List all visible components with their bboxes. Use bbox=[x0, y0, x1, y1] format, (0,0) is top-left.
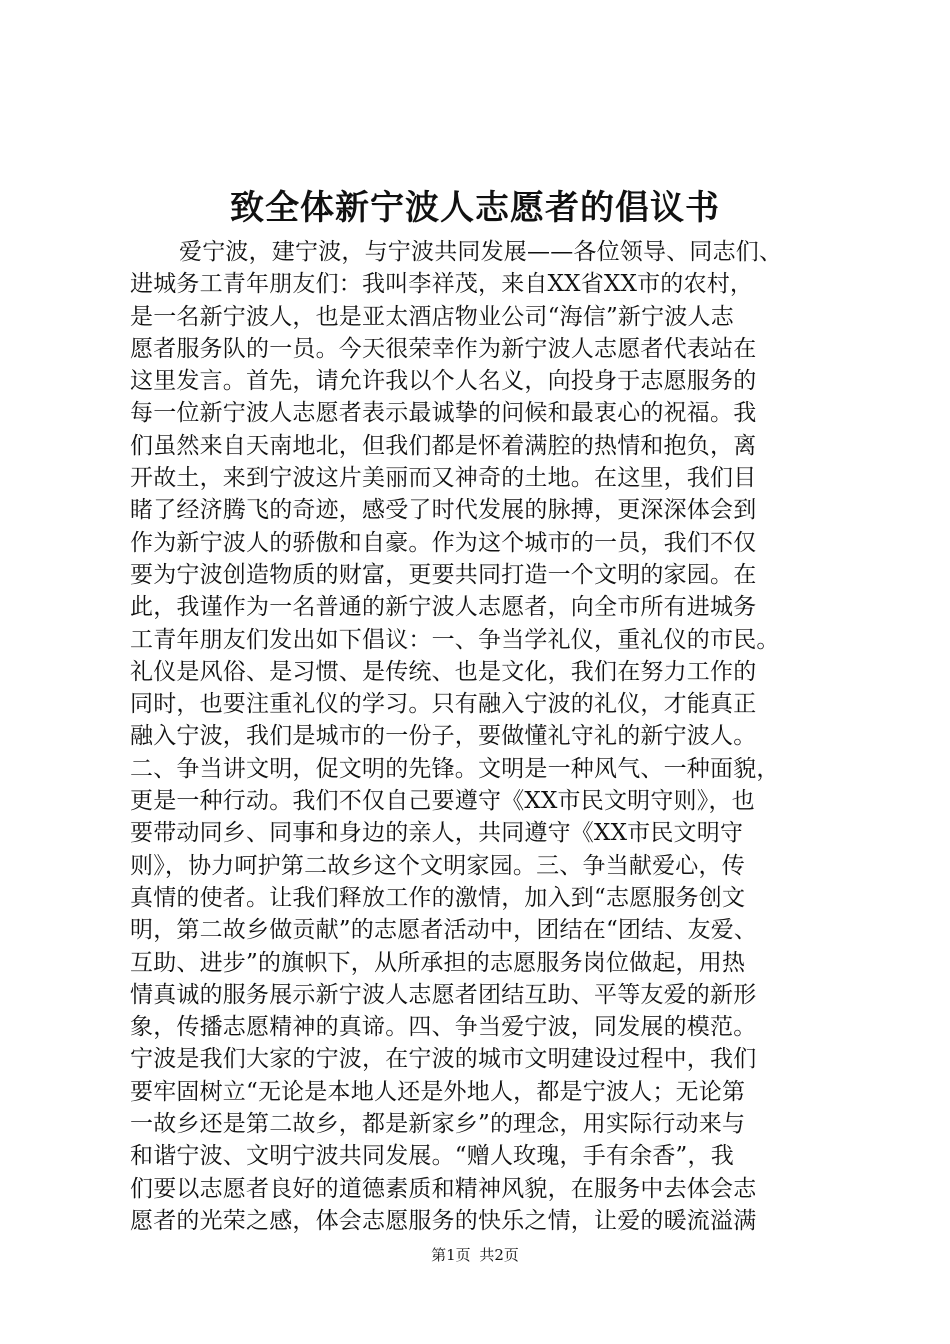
text-line: 要带动同乡、同事和身边的亲人，共同遵守《XX市民文明守 bbox=[130, 820, 744, 847]
text-line: 愿者的光荣之感，体会志愿服务的快乐之情，让爱的暖流溢满 bbox=[130, 1207, 757, 1234]
text-line: 融入宁波，我们是城市的一份子，要做懂礼守礼的新宁波人。 bbox=[130, 723, 757, 750]
page-footer bbox=[0, 1244, 950, 1266]
text-line: 真情的使者。让我们释放工作的激情，加入到“志愿服务创文 bbox=[130, 884, 746, 911]
text-line: 同时，也要注重礼仪的学习。只有融入宁波的礼仪，才能真正 bbox=[130, 691, 757, 718]
page-total: 共2页 bbox=[479, 1246, 519, 1264]
text-line: 们虽然来自天南地北，但我们都是怀着满腔的热情和抱负，离 bbox=[130, 432, 757, 459]
document-title: 致全体新宁波人志愿者的倡议书 bbox=[230, 188, 720, 228]
text-line: 此，我谨作为一名普通的新宁波人志愿者，向全市所有进城务 bbox=[130, 594, 757, 621]
text-line: 每一位新宁波人志愿者表示最诚挚的问候和最衷心的祝福。我 bbox=[130, 400, 757, 427]
text-line: 和谐宁波、文明宁波共同发展。“赠人玫瑰，手有余香”，我 bbox=[130, 1143, 734, 1170]
page-number: 第1页 bbox=[431, 1246, 471, 1264]
text-line: 要为宁波创造物质的财富，更要共同打造一个文明的家园。在 bbox=[130, 561, 757, 588]
text-line: 礼仪是风俗、是习惯、是传统、也是文化，我们在努力工作的 bbox=[130, 658, 757, 685]
text-line: 象，传播志愿精神的真谛。四、争当爱宁波，同发展的模范。 bbox=[130, 1014, 757, 1041]
text-line: 宁波是我们大家的宁波，在宁波的城市文明建设过程中，我们 bbox=[130, 1046, 757, 1073]
text-line: 二、争当讲文明，促文明的先锋。文明是一种风气、一种面貌， bbox=[130, 755, 780, 782]
text-line: 愿者服务队的一员。今天很荣幸作为新宁波人志愿者代表站在 bbox=[130, 335, 757, 362]
text-line: 们要以志愿者良好的道德素质和精神风貌，在服务中去体会志 bbox=[130, 1175, 757, 1202]
text-line: 工青年朋友们发出如下倡议：一、争当学礼仪，重礼仪的市民。 bbox=[130, 626, 780, 653]
text-line: 作为新宁波人的骄傲和自豪。作为这个城市的一员，我们不仅 bbox=[130, 529, 757, 556]
text-line: 更是一种行动。我们不仅自己要遵守《XX市民文明守则》，也 bbox=[130, 788, 755, 815]
text-line: 开故土，来到宁波这片美丽而又神奇的土地。在这里，我们目 bbox=[130, 465, 757, 492]
text-line: 是一名新宁波人，也是亚太酒店物业公司“海信”新宁波人志 bbox=[130, 303, 734, 330]
text-line: 明，第二故乡做贡献”的志愿者活动中，团结在“团结、友爱、 bbox=[130, 917, 758, 944]
body-text bbox=[130, 236, 825, 1237]
text-line: 一故乡还是第二故乡，都是新家乡”的理念，用实际行动来与 bbox=[130, 1111, 746, 1138]
text-line: 互助、进步”的旗帜下，从所承担的志愿服务岗位做起，用热 bbox=[130, 949, 746, 976]
text-line: 爱宁波，建宁波，与宁波共同发展——各位领导、同志们、 bbox=[179, 239, 783, 265]
text-line: 情真诚的服务展示新宁波人志愿者团结互助、平等友爱的新形 bbox=[130, 981, 757, 1008]
text-line: 这里发言。首先，请允许我以个人名义，向投身于志愿服务的 bbox=[130, 368, 757, 395]
text-line: 进城务工青年朋友们：我叫李祥茂，来自XX省XX市的农村， bbox=[130, 271, 754, 298]
text-line: 则》，协力呵护第二故乡这个文明家园。三、争当献爱心，传 bbox=[130, 852, 745, 879]
text-line: 睹了经济腾飞的奇迹，感受了时代发展的脉搏，更深深体会到 bbox=[130, 497, 757, 524]
text-line: 要牢固树立“无论是本地人还是外地人，都是宁波人；无论第 bbox=[130, 1078, 746, 1105]
